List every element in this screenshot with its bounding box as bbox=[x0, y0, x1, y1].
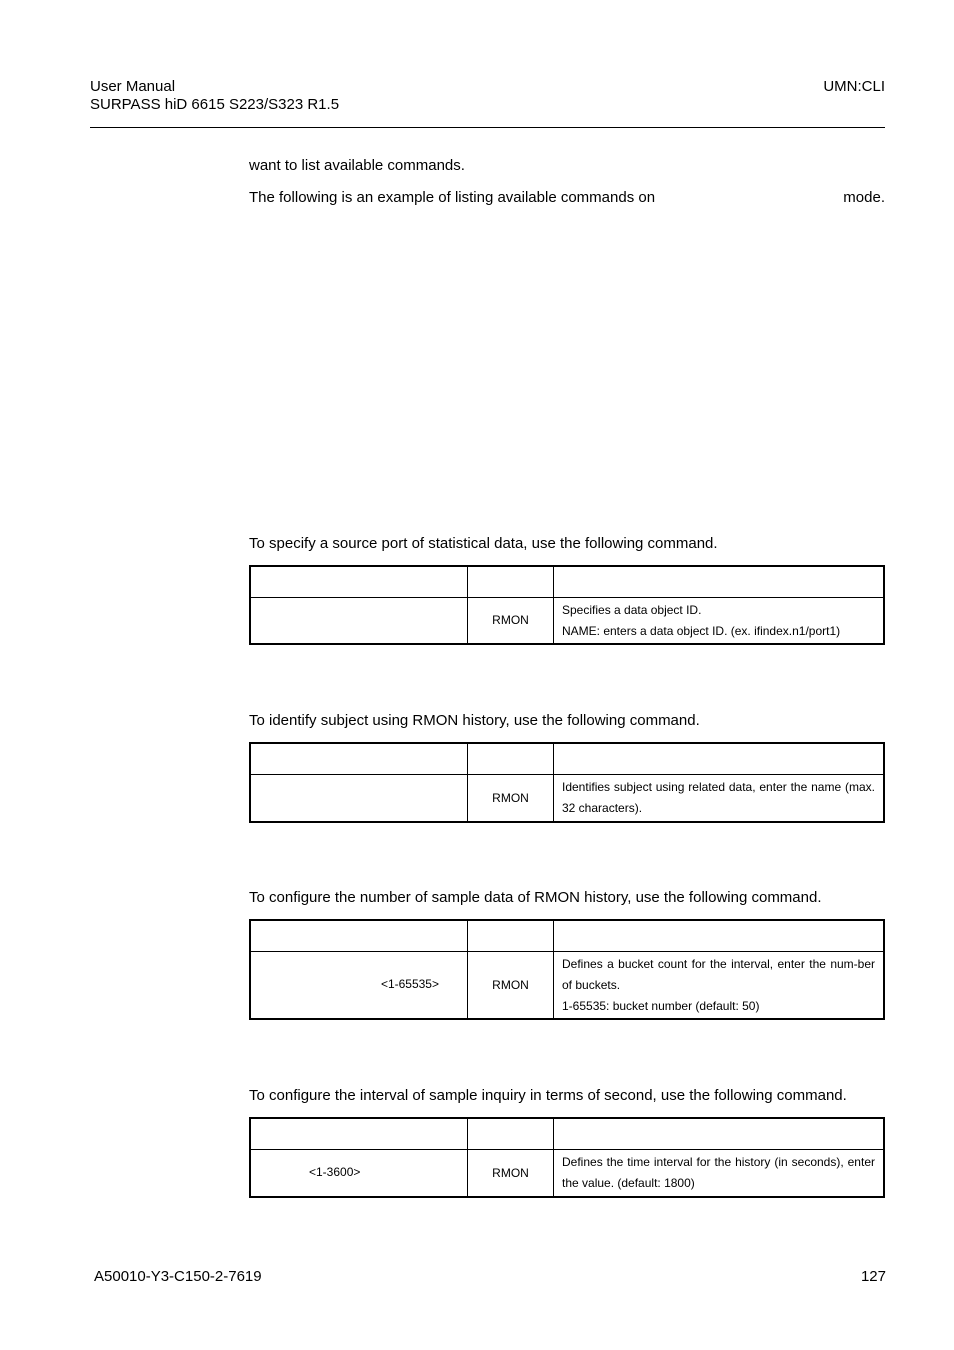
table-row bbox=[250, 1150, 884, 1198]
command-cell bbox=[250, 1150, 468, 1198]
command-table-2 bbox=[249, 742, 885, 823]
description-cell bbox=[554, 952, 885, 1020]
command-header-cell bbox=[250, 920, 468, 952]
section-3-text: To configure the number of sample data of RMON history, use the following command. bbox=[249, 889, 822, 906]
command-table-1 bbox=[249, 565, 885, 645]
description-header-cell bbox=[554, 743, 885, 775]
command-header-cell bbox=[250, 1118, 468, 1150]
table-row bbox=[250, 952, 884, 1020]
footer-doc-id: A50010-Y3-C150-2-7619 bbox=[94, 1268, 262, 1285]
description-line: NAME: enters a data object ID. (ex. ifindex.n1/port1) bbox=[562, 623, 841, 638]
command-table-4 bbox=[249, 1117, 885, 1198]
table-row bbox=[250, 598, 884, 645]
mode-header-cell bbox=[468, 1118, 554, 1150]
command-table-3 bbox=[249, 919, 885, 1020]
command-argument: <1-65535> bbox=[380, 977, 439, 991]
table-header-row bbox=[250, 1118, 884, 1150]
section-1-text: To specify a source port of statistical data, use the following command. bbox=[249, 535, 718, 552]
description-header-cell bbox=[554, 920, 885, 952]
description-line: Defines a bucket count for the interval, enter the num-ber of buckets. bbox=[562, 956, 875, 992]
description-cell bbox=[554, 1150, 885, 1198]
command-header-cell bbox=[250, 566, 468, 598]
description-line: Specifies a data object ID. bbox=[562, 602, 702, 617]
command-cell bbox=[250, 952, 468, 1020]
header-title: User Manual bbox=[90, 78, 176, 95]
description-line: Identifies subject using related data, enter the name (max. 32 characters). bbox=[562, 780, 875, 815]
header-rule bbox=[90, 127, 885, 128]
mode-header-cell bbox=[468, 920, 554, 952]
description-line: Defines the time interval for the history (in seconds), enter the value. (default: 1800) bbox=[562, 1155, 875, 1190]
description-cell bbox=[554, 598, 885, 645]
table-header-row bbox=[250, 920, 884, 952]
table-header-row bbox=[250, 743, 884, 775]
command-argument: <1-3600> bbox=[309, 1165, 361, 1179]
command-cell bbox=[250, 775, 468, 823]
description-header-cell bbox=[554, 566, 885, 598]
intro-line-2: The following is an example of listing available commands on bbox=[249, 189, 656, 206]
intro-line-1: want to list available commands. bbox=[249, 157, 465, 174]
section-2-text: To identify subject using RMON history, use the following command. bbox=[249, 712, 700, 729]
header-product: SURPASS hiD 6615 S223/S323 R1.5 bbox=[90, 96, 340, 113]
section-4-text: To configure the interval of sample inquiry in terms of second, use the following command. bbox=[249, 1087, 847, 1104]
table-header-row bbox=[250, 566, 884, 598]
description-header-cell bbox=[554, 1118, 885, 1150]
mode-header-cell bbox=[468, 566, 554, 598]
mode-cell: RMON bbox=[468, 775, 554, 823]
command-cell bbox=[250, 598, 468, 645]
mode-cell: RMON bbox=[468, 1150, 554, 1198]
header-section: UMN:CLI bbox=[823, 78, 885, 95]
intro-line-2-end: mode. bbox=[843, 189, 885, 206]
description-line: 1-65535: bucket number (default: 50) bbox=[562, 998, 760, 1013]
page-number: 127 bbox=[860, 1268, 886, 1285]
description-cell bbox=[554, 775, 885, 823]
mode-cell: RMON bbox=[468, 952, 554, 1020]
mode-cell: RMON bbox=[468, 598, 554, 645]
mode-header-cell bbox=[468, 743, 554, 775]
command-header-cell bbox=[250, 743, 468, 775]
table-row bbox=[250, 775, 884, 823]
